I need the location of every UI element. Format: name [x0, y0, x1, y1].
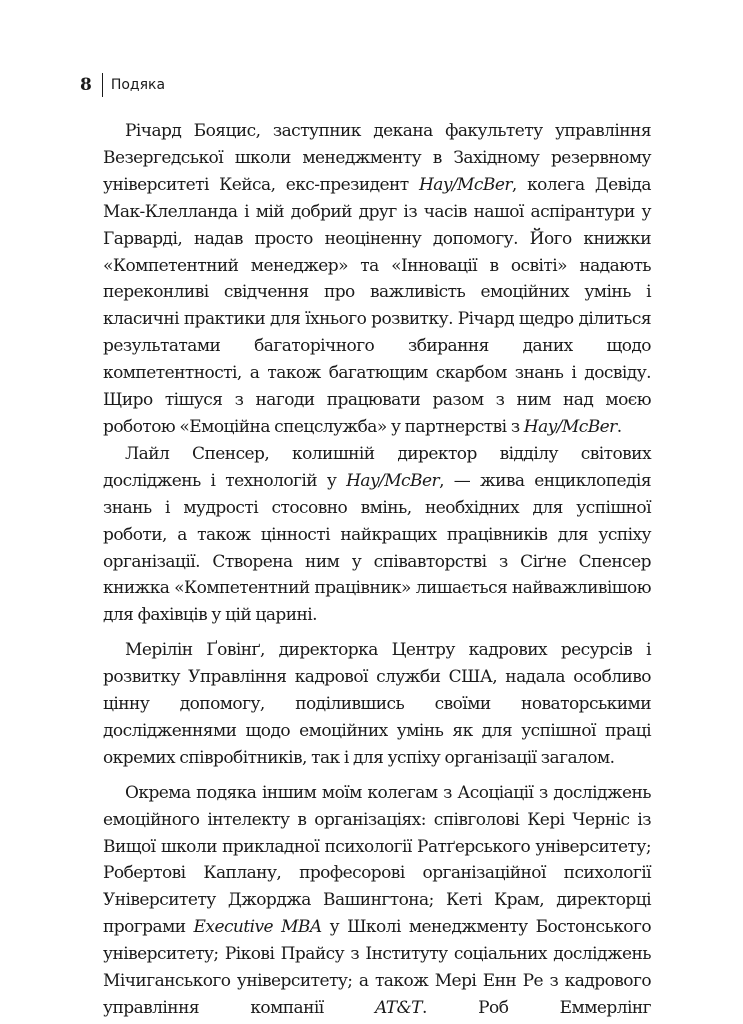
text-segment: Річард Бояцис, заступник декана факультету управління Везергедської школи менеджменту в Західному резервному університеті Кейса, екс-президент	[103, 121, 651, 195]
body-text	[103, 118, 651, 1022]
page-number: 8	[80, 75, 92, 95]
text-segment: . Роб Еммерлінг	[421, 998, 651, 1018]
text-segment: Мерілін Ґовінґ, директорка Центру кадрових ресурсів і розвитку Управління кадрової служби США, надала особливо цінну допомогу, поділившись своїми новаторськими дослідженнями щодо емоційних умінь як для успішної праці окремих співробітників, так і для успіху організації загалом.	[103, 640, 651, 768]
header-divider	[102, 73, 103, 97]
text-segment: , — жива енциклопедія знань і мудрості стосовно вмінь, необхідних для успішної роботи, а також цінності найкращих працівників для успіху організації. Створена ним у співавторстві з Сіґне Спенсер книжка «Компетентний працівник» лишається найважливішою для фахівців у цій царині.	[103, 470, 651, 626]
section-title: Подяка	[110, 77, 166, 93]
paragraph-boyatzis	[103, 118, 651, 441]
paragraph-gowing	[103, 637, 651, 772]
text-segment-italic: Hay/McBer	[523, 416, 617, 437]
text-segment-italic: Hay/McBer	[418, 174, 512, 195]
text-segment: , колега Девіда Мак-Клелланда і мій добрий друг із часів нашої аспірантури у Гарварді, надав просто неоціненну допомогу. Його книжки «Компетентний менеджер» та «Інновації в освіті» надають переконливі свідчення про важливість емоційних умінь і класичні практики для їхнього розвитку. Річард щедро ділиться результатами багаторічного збирання даних щодо компетентності, а також багатющим скарбом знань і досвіду. Щиро тішуся з нагоди працювати разом з ним над моєю роботою «Емоційна спецслужба» у партнерстві з	[103, 174, 652, 437]
text-segment: .	[616, 416, 622, 437]
text-segment: Окрема подяка іншим моїм колегам з Асоціації з досліджень емоційного інтелекту в організаціях: співголові Кері Черніс із Вищої школи прикладної психології Ратґерського університету; Робертові Каплану, професорові організаційної психології Університету Джорджа Вашингтона; Кеті Крам, директорці програми	[103, 782, 651, 938]
text-segment: Лайл Спенсер, колишній директор відділу світових досліджень і технологій у	[103, 443, 651, 491]
text-segment-italic: Executive MBA	[193, 917, 322, 938]
paragraph-consortium	[103, 780, 651, 1022]
text-segment-italic: Hay/McBer	[346, 470, 440, 491]
text-segment: у Школі менеджменту Бостонського університету; Рікові Прайсу з Інституту соціальних досліджень Мічиганського університету; а також Мері Енн Ре з кадрового управління компанії	[103, 917, 652, 1018]
paragraph-spencer	[103, 441, 651, 629]
text-segment-italic: AT&T	[375, 998, 422, 1018]
running-header	[80, 72, 165, 98]
